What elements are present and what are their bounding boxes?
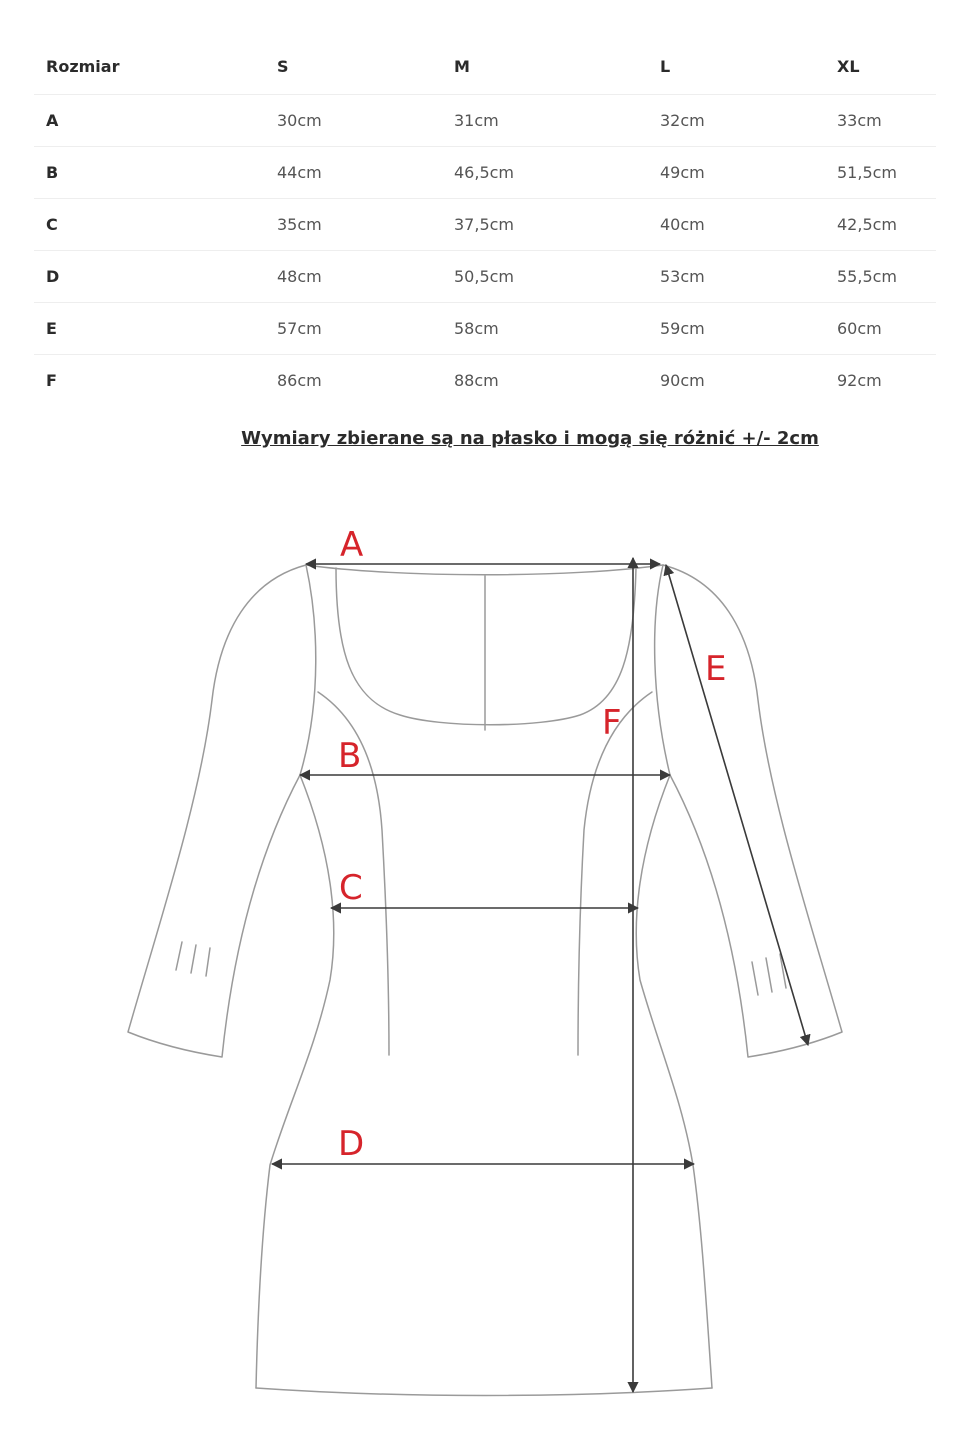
label-f: F bbox=[602, 703, 622, 743]
header-m: M bbox=[442, 40, 648, 94]
dress-right-sleeve bbox=[663, 565, 842, 1057]
dress-hem bbox=[256, 1388, 712, 1396]
cell-value: 48cm bbox=[265, 250, 442, 302]
dress-neckline-top bbox=[306, 565, 663, 575]
dress-outline bbox=[128, 565, 842, 1396]
row-label: A bbox=[34, 94, 265, 146]
cell-value: 49cm bbox=[648, 146, 825, 198]
cell-value: 50,5cm bbox=[442, 250, 648, 302]
label-d: D bbox=[338, 1124, 365, 1164]
cell-value: 37,5cm bbox=[442, 198, 648, 250]
cell-value: 60cm bbox=[825, 302, 936, 354]
cell-value: 33cm bbox=[825, 94, 936, 146]
dress-body-right-edge bbox=[636, 565, 712, 1388]
left-sleeve-stitch-3 bbox=[206, 948, 210, 976]
cell-value: 86cm bbox=[277, 370, 322, 390]
arrow-e bbox=[666, 565, 808, 1045]
cell-value: 53cm bbox=[648, 250, 825, 302]
cell-value: 58cm bbox=[442, 302, 648, 354]
row-label: E bbox=[34, 302, 265, 354]
cell-value: 32cm bbox=[648, 94, 825, 146]
cell-value: 35cm bbox=[265, 198, 442, 250]
left-sleeve-stitch-2 bbox=[191, 945, 196, 973]
label-c: C bbox=[339, 868, 363, 908]
cell-value: 31cm bbox=[442, 94, 648, 146]
label-e: E bbox=[705, 649, 727, 689]
cell-value: 88cm bbox=[454, 370, 499, 390]
row-label: F bbox=[46, 370, 57, 390]
cell-value: 40cm bbox=[648, 198, 825, 250]
cell-value: 44cm bbox=[265, 146, 442, 198]
label-b: B bbox=[338, 736, 362, 776]
header-s: S bbox=[265, 40, 442, 94]
cell-value: 55,5cm bbox=[825, 250, 936, 302]
cell-value: 42,5cm bbox=[825, 198, 936, 250]
cell-value: 90cm bbox=[660, 370, 705, 390]
header-xl: XL bbox=[825, 40, 936, 94]
header-l: L bbox=[648, 40, 825, 94]
cell-value: 30cm bbox=[265, 94, 442, 146]
cell-value: 59cm bbox=[648, 302, 825, 354]
header-rozmiar: Rozmiar bbox=[34, 40, 265, 94]
dress-neckline-scoop bbox=[336, 568, 636, 725]
cell-value: 46,5cm bbox=[442, 146, 648, 198]
dress-left-sleeve bbox=[128, 565, 306, 1057]
row-label: B bbox=[34, 146, 265, 198]
cell-value: 57cm bbox=[265, 302, 442, 354]
measurement-note: Wymiary zbierane są na płasko i mogą się różnić +/- 2cm bbox=[241, 428, 819, 449]
label-a: A bbox=[340, 525, 364, 565]
left-sleeve-stitch-1 bbox=[176, 942, 182, 970]
dress-body-left-edge bbox=[256, 565, 334, 1388]
row-label: C bbox=[34, 198, 265, 250]
measurement-arrows bbox=[272, 558, 808, 1392]
cell-value: 92cm bbox=[837, 370, 882, 390]
row-label: D bbox=[34, 250, 265, 302]
right-sleeve-stitch-2 bbox=[766, 958, 772, 992]
right-sleeve-stitch-1 bbox=[752, 962, 758, 995]
cell-value: 51,5cm bbox=[825, 146, 936, 198]
